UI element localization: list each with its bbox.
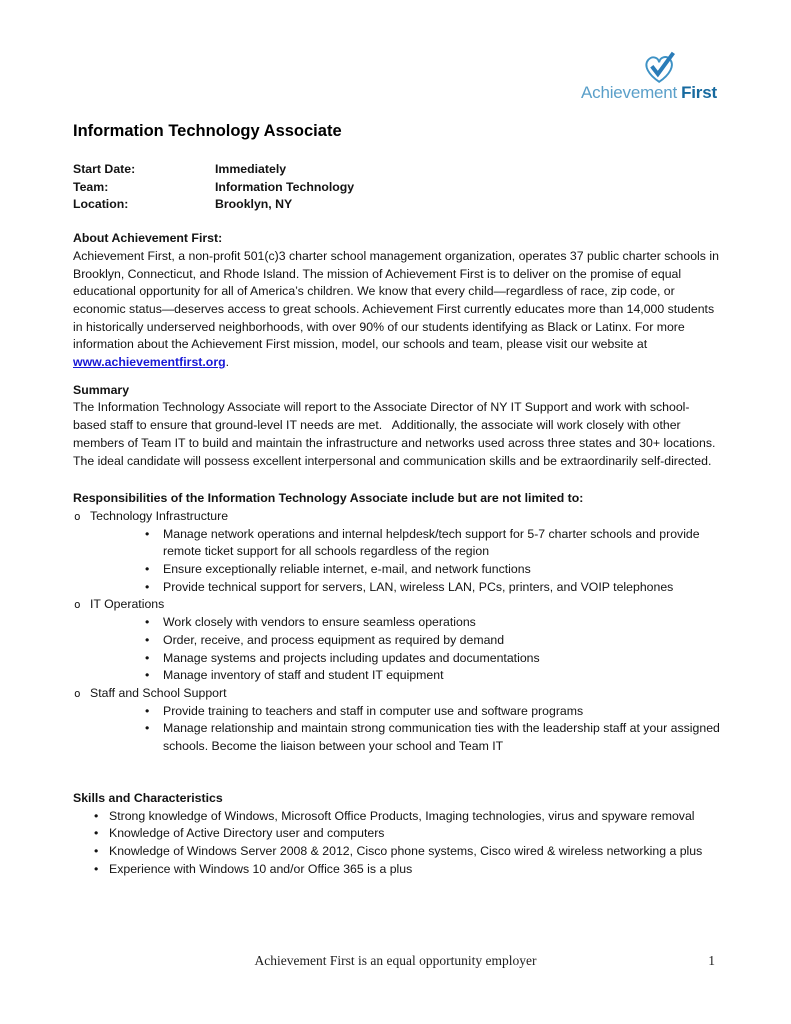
skills-list [73, 808, 721, 879]
responsibility-group-technology-infrastructure [73, 508, 721, 597]
about-heading: About Achievement First: [73, 231, 223, 246]
meta-row-start-date [73, 161, 721, 179]
group-items [90, 703, 721, 756]
meta-value: Immediately [215, 162, 287, 176]
list-item: • Work closely with vendors to ensure seamless operations [90, 614, 721, 632]
skills-heading: Skills and Characteristics [73, 790, 223, 805]
meta-row-team [73, 179, 721, 197]
group-items [90, 526, 721, 597]
list-item: • Knowledge of Windows Server 2008 & 2012, Cisco phone systems, Cisco wired & wireless networking a plus [73, 843, 721, 861]
list-item: • Experience with Windows 10 and/or Office 365 is a plus [73, 861, 721, 879]
responsibility-group-staff-and-school-support [73, 685, 721, 756]
website-link[interactable]: www.achievementfirst.org [73, 355, 226, 370]
responsibility-group-it-operations [73, 596, 721, 685]
summary-heading: Summary [73, 382, 130, 397]
job-meta-block [73, 161, 721, 214]
page-footer [0, 953, 791, 969]
list-item: • Knowledge of Active Directory user and computers [73, 825, 721, 843]
list-item: • Manage network operations and internal helpdesk/tech support for 5-7 charter schools and provide remote ticket support for all schools regardless of the region [90, 526, 721, 561]
responsibilities-heading: Responsibilities of the Information Technology Associate include but are not limited to: [73, 491, 584, 506]
about-text-end: . [225, 355, 230, 370]
responsibilities-list [73, 508, 721, 756]
group-label: o Technology Infrastructure [90, 508, 721, 526]
list-item: • Provide technical support for servers, LAN, wireless LAN, PCs, printers, and VOIP telephones [90, 579, 721, 597]
meta-value: Brooklyn, NY [215, 197, 293, 212]
document-body [73, 0, 721, 878]
list-item: • Manage inventory of staff and student IT equipment [90, 667, 721, 685]
footer-text: Achievement First is an equal opportunity employer [254, 953, 537, 968]
group-items [90, 614, 721, 685]
list-item: • Ensure exceptionally reliable internet, e-mail, and network functions [90, 561, 721, 579]
list-item: • Manage relationship and maintain strong communication ties with the leadership staff at your assigned schools. Become the liaison between your school and Team IT [90, 720, 721, 755]
group-label: o IT Operations [90, 596, 721, 614]
list-item: • Order, receive, and process equipment as required by demand [90, 632, 721, 650]
logo-word-achievement: Achievement [581, 83, 678, 102]
page-number: 1 [708, 953, 715, 968]
meta-value: Information Technology [215, 179, 355, 194]
list-item: • Strong knowledge of Windows, Microsoft Office Products, Imaging technologies, virus and spyware removal [73, 808, 721, 826]
meta-row-location [73, 196, 721, 214]
group-label: o Staff and School Support [90, 685, 721, 703]
meta-label: Start Date: [73, 162, 136, 176]
summary-paragraph: The Information Technology Associate will report to the Associate Director of NY IT Support and work with school-based staff to ensure that ground-level IT needs are met. Additionally, the associate will work closely with other members of Team IT to build and maintain the infrastructure and networks used across three states and 30+ locations. The ideal candidate will possess excellent interpersonal and communication skills and be extraordinarily self-directed. [73, 400, 723, 468]
about-paragraph [73, 248, 721, 372]
list-item: • Provide training to teachers and staff in computer use and software programs [90, 703, 721, 721]
page-title: Information Technology Associate [73, 122, 342, 140]
list-item: • Manage systems and projects including updates and documentations [90, 650, 721, 668]
about-text: Achievement First, a non-profit 501(c)3 charter school management organization, operates 37 public charter schools in Brooklyn, Connecticut, and Rhode Island. The mission of Achievement First is to deliver on the promise of equal educational opportunity for all of America’s children. We know that every child—regardless of race, zip code, or economic status—deserves access to great schools. Achievement First currently educates more than 14,000 students in historically underserved neighborhoods, with over 90% of our students identifying as Black or Latinx. For more information about the Achievement First mission, model, our schools and team, please visit our website at [73, 248, 723, 352]
meta-label: Location: [73, 197, 129, 212]
logo-word-first: First [681, 83, 717, 102]
meta-label: Team: [73, 179, 109, 194]
